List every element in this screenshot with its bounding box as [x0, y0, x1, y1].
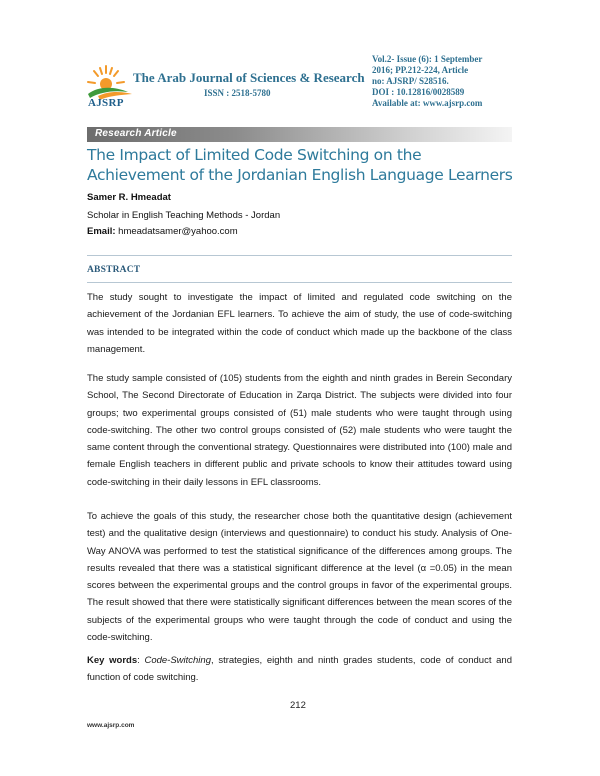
author-name: Samer R. Hmeadat [87, 192, 171, 203]
divider [87, 255, 512, 256]
abstract-paragraph: The study sample consisted of (105) students from the eighth and ninth grades in Berein Secondary School, The Second Directorate of Education in Zarqa District. The subjects were divided into four groups; two experimental groups consisted of (51) male students who were taught through using code-switching. The other two control groups consisted of (52) male students who were taught the same content through the conventional strategy. Questionnaires were distributed into (100) male and female English teachers in different public and private schools to know their attitudes toward using code-switching in their daily lessons in EFL classrooms. [87, 373, 512, 488]
abstract-paragraph: The study sought to investigate the impact of limited and regulated code switching on the achievement of the Jordanian EFL learners. To achieve the aim of study, the use of code-switching was intended to be integrated within the code of conduct which made up the backbone of the class management. [87, 292, 512, 355]
email-value: hmeadatsamer@yahoo.com [115, 226, 238, 237]
page-number: 212 [290, 700, 306, 711]
journal-name: The Arab Journal of Sciences & Research [133, 70, 365, 85]
author-email [87, 226, 238, 237]
keywords-sep: : [137, 655, 145, 666]
pub-line: DOI : 10.12816/0028589 [372, 87, 465, 97]
banner-label: Research Article [95, 128, 177, 139]
keywords-rest: , strategies, eighth and ninth grades students, code of conduct and function of code switching. [87, 655, 513, 684]
pub-line: Available at: www.ajsrp.com [372, 98, 483, 108]
pub-line: Vol.2- Issue (6): 1 September [372, 54, 483, 64]
pub-line: 2016; PP.212-224, Article [372, 65, 469, 75]
publication-info [372, 54, 522, 109]
pub-line: no: AJSRP/ S28516. [372, 76, 449, 86]
website-link[interactable]: www.ajsrp.com [87, 722, 135, 729]
divider [87, 282, 512, 283]
logo-text: AJSRP [88, 97, 124, 109]
abstract-heading: ABSTRACT [87, 265, 141, 275]
article-title: The Impact of Limited Code Switching on the Achievement of the Jordanian English Language Learners [87, 146, 513, 184]
abstract-paragraph: To achieve the goals of this study, the researcher chose both the quantitative design (achievement test) and the qualitative design (interviews and questionnaire) to conduct his study. Analysis of One-Way ANOVA was performed to test the statistical significance of the differences among groups. The results revealed that there was a statistical significant difference at the level (α =0.05) in the mean scores between the experimental groups and the control groups in favor of the experimental groups. The result showed that there were statistically significant differences between the mean scores of the subjects of the experimental groups who were taught through the code of conduct and using the code-switching. [87, 511, 512, 644]
keywords-label: Key words [87, 655, 138, 666]
email-label: Email: [87, 226, 116, 237]
author-affiliation: Scholar in English Teaching Methods - Jordan [87, 210, 281, 221]
research-article-banner [87, 127, 512, 142]
issn: ISSN : 2518-5780 [204, 88, 271, 98]
keywords-italic: Code-Switching [144, 655, 211, 666]
keywords [87, 652, 512, 687]
